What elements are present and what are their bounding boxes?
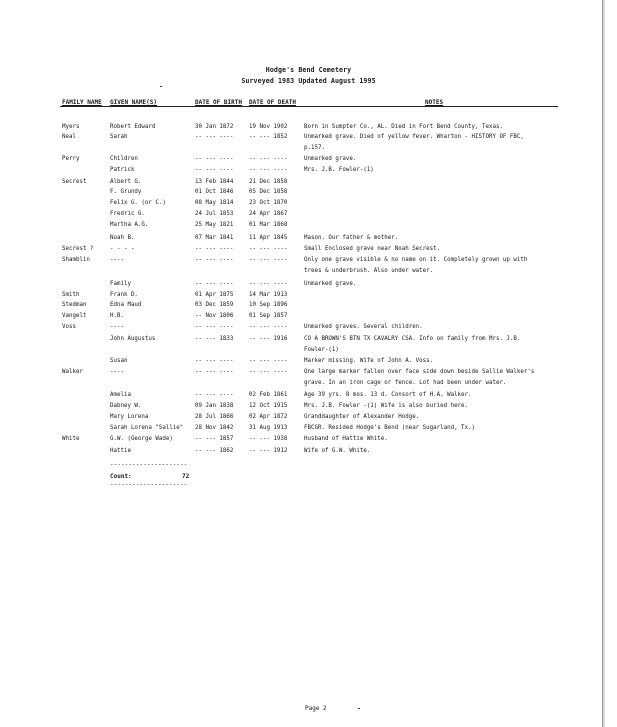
cell-dod: 23 Oct 1870 [249,200,288,206]
cell-dob: 28 Jul 1866 [195,414,234,420]
cell-family: Neal [62,134,76,140]
cell-dod: 14 Mar 1913 [249,292,288,298]
cell-dod: 21 Dec 1858 [249,179,288,185]
cell-notes: CO A BROWN'S BTN TX CAVALRY CSA. Info on family from Mrs. J.B. [304,336,521,342]
header-family-name: FAMILY NAME [62,99,102,106]
cell-dod: 24 Apr 1867 [249,211,288,217]
cell-notes: Marker missing. Wife of John A. Voss. [304,358,434,364]
cell-dod: -- --- ---- [249,167,288,173]
cell-notes: FBCGR. Resided Hodge's Bend (near Sugarland, Tx.) [304,425,476,431]
cell-given: Susan [110,358,128,364]
cell-dob: 01 Apr 1875 [195,292,234,298]
cell-dob: 03 Dec 1859 [195,302,234,308]
count-label: Count: [110,473,132,480]
scan-speck [160,86,162,87]
cell-dob: -- --- ---- [195,134,234,140]
cell-dob: -- --- ---- [195,167,234,173]
cell-dob: 07 Mar 1841 [195,235,234,241]
cell-family: Secrest ? [62,246,94,252]
document-title: Hodge's Bend Cemetery [265,66,352,74]
cell-family: White [62,436,80,442]
cell-notes: Fowler-(1) [304,347,339,353]
cell-dob: 13 Feb 1844 [195,179,234,185]
cell-given: Martha A.G. [110,222,149,228]
page-number: Page 2 [305,705,327,712]
cell-given: Sarah Lorena "Sallie" [110,425,184,431]
cell-dod: 31 Aug 1913 [249,425,288,431]
header-rule [60,106,558,107]
cell-given: Children [110,156,138,162]
cell-dod: -- --- 1852 [249,134,288,140]
cell-notes: Mrs. J.B. Fowler -(1) Wife is also buried here. [304,403,469,409]
cell-dob: 09 Jan 1838 [195,403,234,409]
cell-notes: Unmarked graves. Several children. [304,324,423,330]
cell-family: Secrest [62,179,87,185]
cell-family: Myers [62,124,80,130]
cell-dob: -- --- ---- [195,281,234,287]
cell-dob: -- --- ---- [195,358,234,364]
cell-dob: -- --- ---- [195,392,234,398]
cell-given: - - - - [110,246,135,252]
cell-dob: 30 Jan 1872 [195,124,234,130]
cell-dob: -- --- ---- [195,257,234,263]
cell-family: Perry [62,156,80,162]
cell-notes: Granddaughter of Alexander Hodge. [304,414,420,420]
cell-given: Robert Edward [110,124,156,130]
cell-given: Noah B. [110,235,135,241]
cell-notes: grave. In an iron cage or fence. Lot had been under water. [304,380,507,386]
cell-dod: -- --- ---- [249,156,288,162]
header-date-of-birth: DATE OF BIRTH [195,99,242,106]
cell-dob: -- --- 1857 [195,436,234,442]
cell-given: G.W. (George Wade) [110,436,173,442]
cell-dob: 01 Oct 1846 [195,189,234,195]
cell-dod: 19 Nov 1902 [249,124,288,130]
cell-given: Albert G. [110,179,142,185]
cell-notes: trees & underbrush. Also under water. [304,268,434,274]
cell-given: ---- [110,369,124,375]
cell-family: Voss [62,324,76,330]
cell-notes: Age 39 yrs. 8 mos. 13 d. Consort of H.A. Walker. [304,392,472,398]
cell-given: Edna Maud [110,302,142,308]
document-subtitle: Surveyed 1983 Updated August 1995 [241,77,376,85]
cell-dod: -- --- ---- [249,358,288,364]
cell-given: Dabney W. [110,403,142,409]
cell-notes: Mason. Our father & mother. [304,235,399,241]
cell-dob: 28 Nov 1842 [195,425,234,431]
cell-notes: Mrs. J.B. Fowler-(1) [304,167,374,173]
cell-dod: -- --- ---- [249,324,288,330]
cell-family: Stedman [62,302,87,308]
cell-given: Hattie [110,448,131,454]
cell-dob: 24 Jul 1853 [195,211,234,217]
cell-dob: -- --- ---- [195,246,234,252]
cell-dod: -- --- ---- [249,246,288,252]
cell-dod: 11 Apr 1845 [249,235,288,241]
cell-notes: Wife of G.W. White. [304,448,371,454]
cell-notes: Unmarked grave. [304,156,357,162]
cell-dod: -- --- ---- [249,281,288,287]
separator-top: --------------------- [110,462,188,468]
separator-bottom: --------------------- [110,482,188,488]
cell-given: John Augustus [110,336,156,342]
count-value: 72 [182,473,190,480]
cell-dod: -- --- ---- [249,257,288,263]
cell-family: Shamblin [62,257,90,263]
cell-dob: -- --- 1833 [195,336,234,342]
cell-notes: p.157. [304,145,325,151]
cell-dod: 01 Sep 1857 [249,313,288,319]
cell-given: Patrick [110,167,135,173]
cell-given: Family [110,281,131,287]
cell-dod: 02 Apr 1872 [249,414,288,420]
cell-dob: -- --- ---- [195,324,234,330]
cell-notes: Unmarked grave. Died of yellow fever. Wharton - HISTORY OF FBC, [304,134,524,140]
cell-dob: -- Nov 1806 [195,313,234,319]
cell-dod: -- --- 1916 [249,336,288,342]
cell-family: Smith [62,292,80,298]
cell-dod: -- --- 1938 [249,436,288,442]
cell-given: Felix G. (or C.) [110,200,166,206]
cell-given: Amelia [110,392,131,398]
cell-given: F. Grundy [110,189,142,195]
header-date-of-death: DATE OF DEATH [249,99,296,106]
cell-given: H.B. [110,313,124,319]
cell-dod: 01 Mar 1868 [249,222,288,228]
cell-notes: Husband of Hattie White. [304,436,388,442]
cell-dod: -- --- 1912 [249,448,288,454]
cell-dod: 02 Feb 1861 [249,392,288,398]
cell-notes: Born in Sumpter Co., AL. Died in Fort Bend County, Texas. [304,124,503,130]
cell-notes: Unmarked grave. [304,281,357,287]
cell-dob: -- --- ---- [195,369,234,375]
cell-dob: -- --- 1862 [195,448,234,454]
header-notes: NOTES [425,99,444,106]
cell-notes: One large marker fallen over face side down beside Sallie Walker's [304,369,535,375]
cell-family: Walker [62,369,83,375]
cell-dod: 05 Dec 1858 [249,189,288,195]
cell-dob: -- --- ---- [195,156,234,162]
cell-given: Sarah [110,134,128,140]
scan-speck [358,708,360,709]
cell-given: ---- [110,257,124,263]
cell-given: Frank D. [110,292,138,298]
header-given-names: GIVEN NAME(S) [110,99,157,106]
cell-dod: 10 Sep 1896 [249,302,288,308]
cell-dob: 08 May 1814 [195,200,234,206]
cell-notes: Small Enclosed grave near Noah Secrest. [304,246,441,252]
cell-family: Vangelt [62,313,87,319]
cell-given: ---- [110,324,124,330]
cell-dob: 25 May 1821 [195,222,234,228]
cell-given: Mary Lorena [110,414,149,420]
cell-dod: 12 Oct 1915 [249,403,288,409]
cell-dod: -- --- ---- [249,369,288,375]
cell-given: Fredric G. [110,211,145,217]
cell-notes: Only one grave visible & no name on it. Completely grown up with [304,257,528,263]
